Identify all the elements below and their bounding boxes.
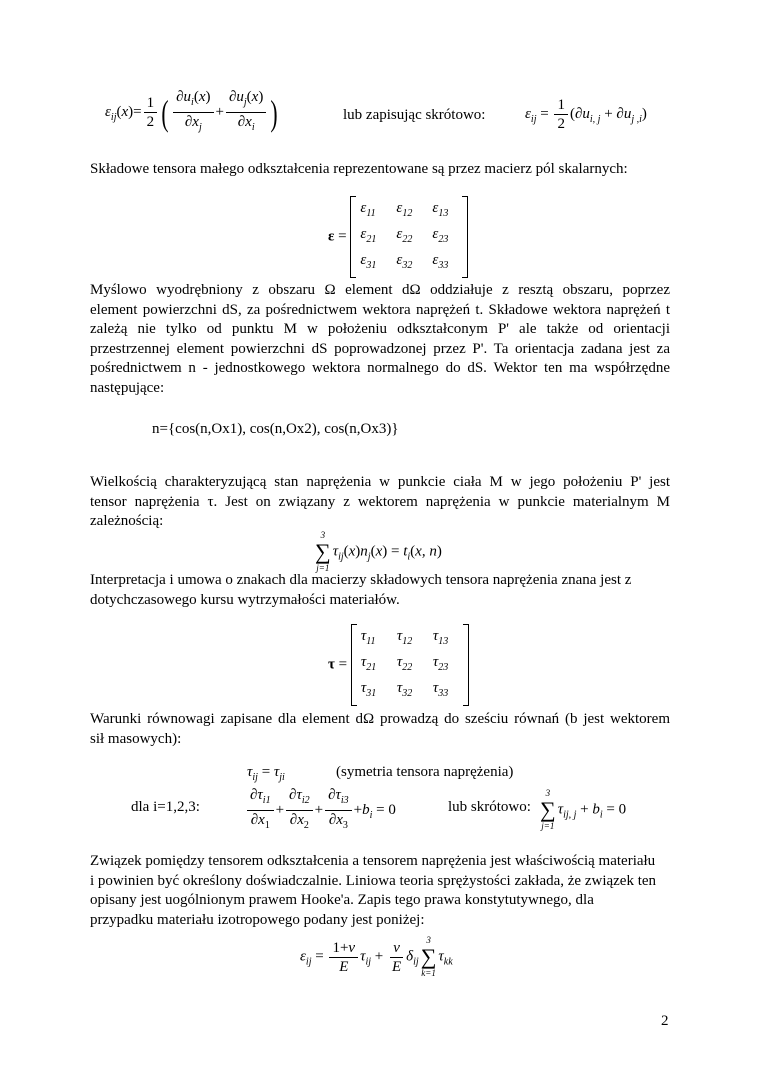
equilibrium-shorthand-equation: 3 ∑ j=1 $\tau_{ij, j} + b_i = 0$ [540,788,627,831]
strain-definition-equation: $\varepsilon_{ij}(x)=$ $\frac{1}{2}$ ( $\frac{\partial u_i(x)}{\partial x_j}$ + $\frac{\partial u_j(x)}{\partial x_i}$ ) [105,89,278,133]
shorthand-label: lub skrótowo: [448,799,531,815]
strain-shorthand-equation: $\varepsilon_{ij}$ = $\frac{1}{2}$ $(\partial u_{i, j} + \partial u_{j ,i})$ [525,97,647,132]
paragraph-stress-tensor: Wielkością charakteryzującą stan naprężenia w punkcie ciała M w jego położeniu P' jest tensor naprężenia τ. Jest on związany z wektorem naprężenia w punkcie materialnym M zależnością: [90,474,670,529]
paragraph-equilibrium: Warunki równowagi zapisane dla element dΩ prowadzą do sześciu równań (b jest wektorem sił masowych): [90,711,670,747]
paragraph-strain-matrix-intro: Składowe tensora małego odkształcenia reprezentowane są przez macierz pól skalarnych: [90,161,628,177]
index-range-label: dla i=1,2,3: [131,799,200,815]
page-number: 2 [661,1013,669,1029]
symmetry-note: (symetria tensora naprężenia) [336,764,514,780]
symmetry-equation: $\tau_{ij} = \tau_{ji}$ [247,764,285,783]
paragraph-hooke-law: Związek pomiędzy tensorem odkształcenia a tensorem naprężenia jest właściwością materiału i powinien być określony doświadczalnie. Liniowa teoria sprężystości zakłada, że związek ten opisany jest uogólnionym prawem Hooke'a. Zapis tego prawa konstytutywnego, dla przypadku materiału izotropowego podany jest poniżej: [90,853,657,928]
equilibrium-equation: $\frac{\partial\tau_{i1}}{\partial x_1}$ + $\frac{\partial\tau_{i2}}{\partial x_2}$ + $\frac{\partial\tau_{i3}}{\partial x_3}$ $+b_i = 0$ [245,786,396,835]
paragraph-sign-convention: Interpretacja i umowa o znakach dla macierzy składowych tensora naprężenia znana jest z dotychczasowego kursu wytrzymałości materiałów. [90,572,632,608]
normal-vector-definition: n={cos(n,Ox1), cos(n,Ox2), cos(n,Ox3)} [152,421,399,437]
strain-matrix: ε = $\varepsilon_{11}$ $\varepsilon_{12}$ $\varepsilon_{13}$ $\varepsilon_{21}$ $\varepsilon_{22}$ $\varepsilon_{23}$ $\varepsilon_{31}$ $\varepsilon_{32}$ $\varepsilon_{33}$ [328,196,468,278]
hooke-law-equation: $\varepsilon_{ij}$ = $\frac{1+\nu}{E}$ $\tau_{ij}$ + $\frac{\nu}{E}$ $\delta_{ij}$ 3 ∑ k=1 $\tau_{kk}$ [300,935,453,978]
cauchy-relation-equation: 3 ∑ j=1 $\tau_{ij}(x)n_j(x) = t_i(x$, n) [315,530,442,573]
paragraph-stress-vector: Myślowo wyodrębniony z obszaru Ω element dΩ oddziałuje z resztą obszaru, poprzez element powierzchni dS, za pośrednictwem wektora naprężeń t. Składowe wektora naprężeń t zależą nie tylko od punktu M w położeniu odkształconym P' ale także od orientacji przestrzennej element powierzchni dS poprowadzonej przez P'. Ta orientacja zadana jest za pośrednictwem n - jednostkowego wektora normalnego do dS. Wektor ten ma współrzędne następujące: [90,282,670,396]
shorthand-note: lub zapisując skrótowo: [343,107,486,123]
stress-matrix: τ = $\tau_{11}$ $\tau_{12}$ $\tau_{13}$ $\tau_{21}$ $\tau_{22}$ $\tau_{23}$ $\tau_{31}$ $\tau_{32}$ $\tau_{33}$ [328,624,469,706]
